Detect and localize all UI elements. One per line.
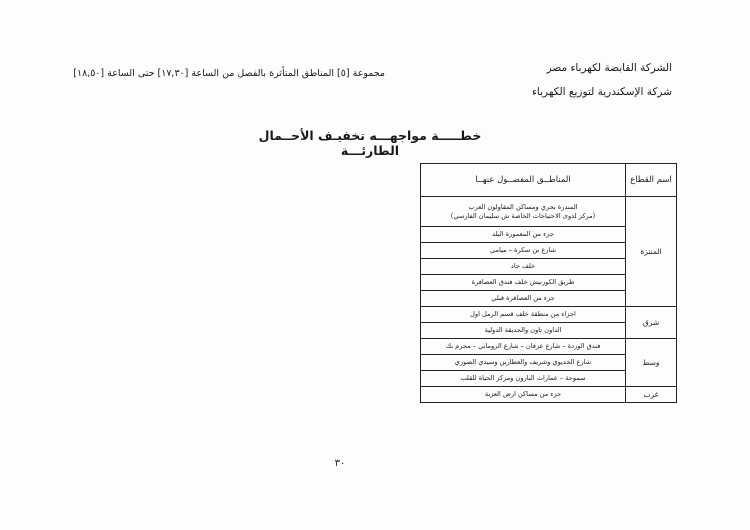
table-row (421, 307, 677, 323)
area-text: الداون تاون والحديقة الدولية (484, 326, 562, 334)
sector-cell: المنتزة (626, 197, 677, 307)
sector-column-header: اسم القطاع (626, 164, 677, 197)
page-number: ٣٠ (334, 458, 346, 469)
table-row (421, 387, 677, 403)
company-header (472, 56, 672, 104)
group-schedule-line: مجموعة [٥] المناطق المتأثرة بالفصل من الساعة [١٧,٣٠] حتى الساعة [١٨,٥٠] (73, 68, 385, 79)
areas-column-header: المناطــق المفصــول عنهــا (421, 164, 626, 197)
areas-table (420, 163, 677, 403)
area-text: فندق الوردة – شارع عرفان – شارع الروماني – محرم بك (445, 342, 601, 350)
area-text: جزء من المعمورة البلد (492, 230, 554, 238)
area-cell (421, 355, 626, 371)
table-row (421, 197, 677, 227)
area-text: شارع بن سكرة – ميامي (489, 246, 556, 254)
table-body (421, 197, 677, 403)
sector-cell: غرب (626, 387, 677, 403)
area-cell (421, 197, 626, 227)
area-cell (421, 387, 626, 403)
area-text: المندرة بحري ومساكن المقاولون العرب (468, 202, 578, 211)
area-text: جزء من مساكن ارض العزبة (484, 390, 562, 398)
area-text: (مركز لذوى الاحتياجات الخاصة ش سليمان الفارسي) (450, 211, 596, 220)
area-text: سموحة – عمارات البارون ومركز الحياة للقلب (460, 374, 586, 382)
area-text: شارع الخديوي وشريف والعطارين وسيدي الصوري (454, 358, 592, 366)
area-cell (421, 339, 626, 355)
holding-company-name: الشركة القابضة لكهرباء مصر (546, 62, 672, 74)
area-cell (421, 371, 626, 387)
sector-cell: وسط (626, 339, 677, 387)
plan-title: خطـــــة مواجهـــه تخفيـف الأحــمال الطارئـــة (258, 128, 482, 158)
area-cell (421, 323, 626, 339)
area-text: طريق الكورنيش خلف فندق العصافرة (471, 278, 575, 286)
regional-company-name: شركة الإسكندرية لتوزيع الكهرباء (531, 86, 672, 98)
area-cell (421, 307, 626, 323)
area-cell (421, 291, 626, 307)
table-row (421, 339, 677, 355)
area-text: اجزاء من منطقة خلف قسم الرمل اول (470, 310, 576, 318)
area-cell (421, 275, 626, 291)
area-cell (421, 243, 626, 259)
area-text: جزء من العصافرة قبلي (491, 294, 555, 302)
table-header-row (421, 164, 677, 197)
area-cell (421, 259, 626, 275)
area-cell (421, 227, 626, 243)
area-text: خلف جاد (510, 262, 536, 270)
sector-cell: شرق (626, 307, 677, 339)
